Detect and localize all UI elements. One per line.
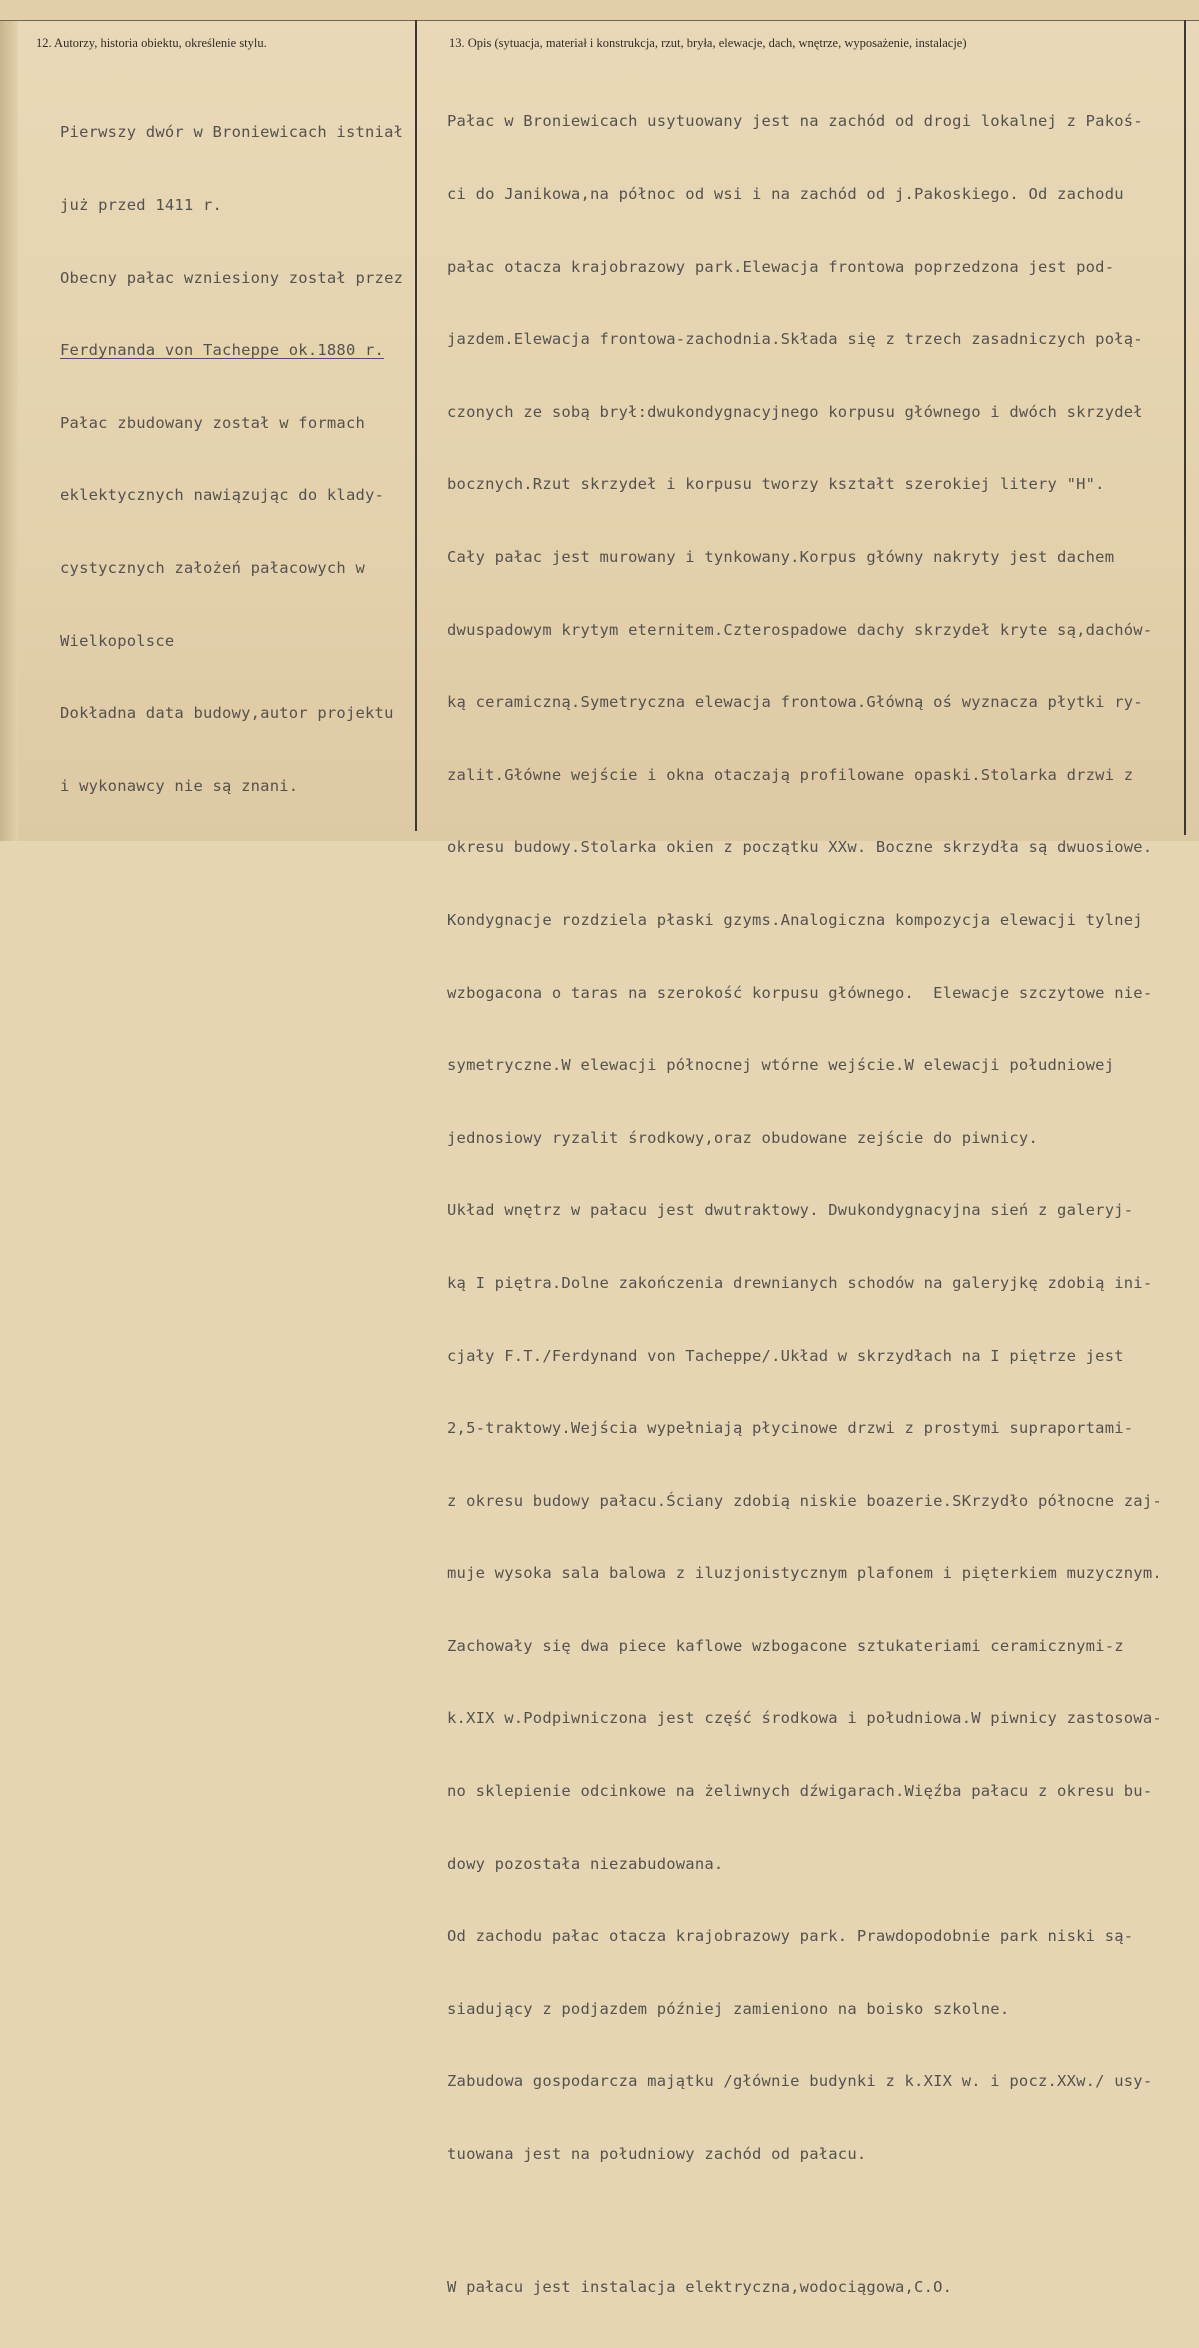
section-12-text [60, 72, 403, 846]
text-line: 2,5-traktowy.Wejścia wypełniają płycinowe drzwi z prostymi supraportami- [447, 1419, 1134, 1438]
top-rule [0, 0, 1199, 21]
text-line: Dokładna data budowy,autor projektu [60, 704, 394, 723]
text-line: wzbogacona o taras na szerokość korpusu głównego. Elewacje szczytowe nie- [447, 983, 1153, 1002]
section-13-text [447, 61, 1162, 2348]
text-line: ką ceramiczną.Symetryczna elewacja frontowa.Główną oś wyznacza płytki ry- [447, 693, 1143, 712]
text-line: Cały pałac jest murowany i tynkowany.Korpus główny nakryty jest dachem [447, 547, 1115, 566]
text-line: Zabudowa gospodarcza majątku /głównie budynki z k.XIX w. i pocz.XXw./ usy- [447, 2072, 1153, 2091]
text-line: Pałac w Broniewicach usytuowany jest na zachód od drogi lokalnej z Pakoś- [447, 112, 1143, 131]
section-13-header: 13. Opis (sytuacja, materiał i konstrukcja, rzut, bryła, elewacje, dach, wnętrze, wyposażenie, instalacje) [449, 36, 967, 50]
paragraph-gap [447, 2215, 1162, 2227]
text-line: ci do Janikowa,na północ od wsi i na zachód od j.Pakoskiego. Od zachodu [447, 185, 1124, 203]
text-line-underlined: Ferdynanda von Tacheppe ok.1880 r. [60, 341, 385, 360]
text-line: symetryczne.W elewacji północnej wtórne wejście.W elewacji południowej [447, 1056, 1115, 1075]
text-line: Od zachodu pałac otacza krajobrazowy park. Prawdopodobnie park niski są- [447, 1927, 1134, 1946]
section-12-header: 12. Autorzy, historia obiektu, określenie stylu. [36, 36, 267, 50]
text-line: ką I piętra.Dolne zakończenia drewnianych schodów na galeryjkę zdobią ini- [447, 1273, 1153, 1292]
text-line: dowy pozostała niezabudowana. [447, 1854, 724, 1873]
text-line: Układ wnętrz w pałacu jest dwutraktowy. Dwukondygnacyjna sień z galeryj- [447, 1201, 1134, 1220]
text-line: muje wysoka sala balowa z iluzjonistycznym plafonem i pięterkiem muzycznym. [447, 1564, 1162, 1583]
text-line: Wielkopolsce [60, 631, 175, 650]
column-divider-left [415, 20, 417, 831]
text-line: cjały F.T./Ferdynand von Tacheppe/.Układ w skrzydłach na I piętrze jest [447, 1346, 1124, 1365]
text-line: k.XIX w.Podpiwniczona jest część środkowa i południowa.W piwnicy zastosowa- [447, 1709, 1162, 1728]
text-line: Obecny pałac wzniesiony został przez [60, 268, 404, 287]
text-line: Kondygnacje rozdziela płaski gzyms.Analogiczna kompozycja elewacji tylnej [447, 910, 1143, 929]
page-edge-shadow [0, 0, 18, 841]
text-line: eklektycznych nawiązując do klady- [60, 486, 385, 505]
text-line: z okresu budowy pałacu.Ściany zdobią niskie boazerie.SKrzydło północne zaj- [447, 1491, 1162, 1510]
text-line: Zachowały się dwa piece kaflowe wzbogacone sztukateriami ceramicznymi-z [447, 1636, 1124, 1655]
text-line: Pierwszy dwór w Broniewicach istniał [60, 123, 404, 142]
text-line: W pałacu jest instalacja elektryczna,wodociągowa,C.O. [447, 2278, 953, 2297]
text-line: siadujący z podjazdem później zamieniono na boisko szkolne. [447, 1999, 1010, 2018]
text-line: jazdem.Elewacja frontowa-zachodnia.Składa się z trzech zasadniczych połą- [447, 330, 1143, 349]
text-line: cystycznych założeń pałacowych w [60, 558, 366, 577]
text-line: tuowana jest na południowy zachód od pałacu. [447, 2145, 867, 2164]
text-line: już przed 1411 r. [60, 196, 223, 214]
column-divider-right [1184, 20, 1186, 835]
text-line: zalit.Główne wejście i okna otaczają profilowane opaski.Stolarka drzwi z [447, 765, 1134, 784]
text-line: okresu budowy.Stolarka okien z początku XXw. Boczne skrzydła są dwuosiowe. [447, 838, 1153, 857]
text-line: i wykonawcy nie są znani. [60, 776, 299, 795]
text-line: pałac otacza krajobrazowy park.Elewacja frontowa poprzedzona jest pod- [447, 257, 1115, 276]
text-line: bocznych.Rzut skrzydeł i korpusu tworzy kształt szerokiej litery "H". [447, 475, 1105, 494]
text-line: dwuspadowym krytym eternitem.Czterospadowe dachy skrzydeł kryte są,dachów- [447, 620, 1153, 639]
text-line: no sklepienie odcinkowe na żeliwnych dźwigarach.Więźba pałacu z okresu bu- [447, 1782, 1153, 1801]
text-line: czonych ze sobą brył:dwukondygnacyjnego korpusu głównego i dwóch skrzydeł [447, 402, 1143, 421]
text-line: jednosiowy ryzalit środkowy,oraz obudowane zejście do piwnicy. [447, 1128, 1038, 1147]
text-line: Pałac zbudowany został w formach [60, 413, 366, 432]
